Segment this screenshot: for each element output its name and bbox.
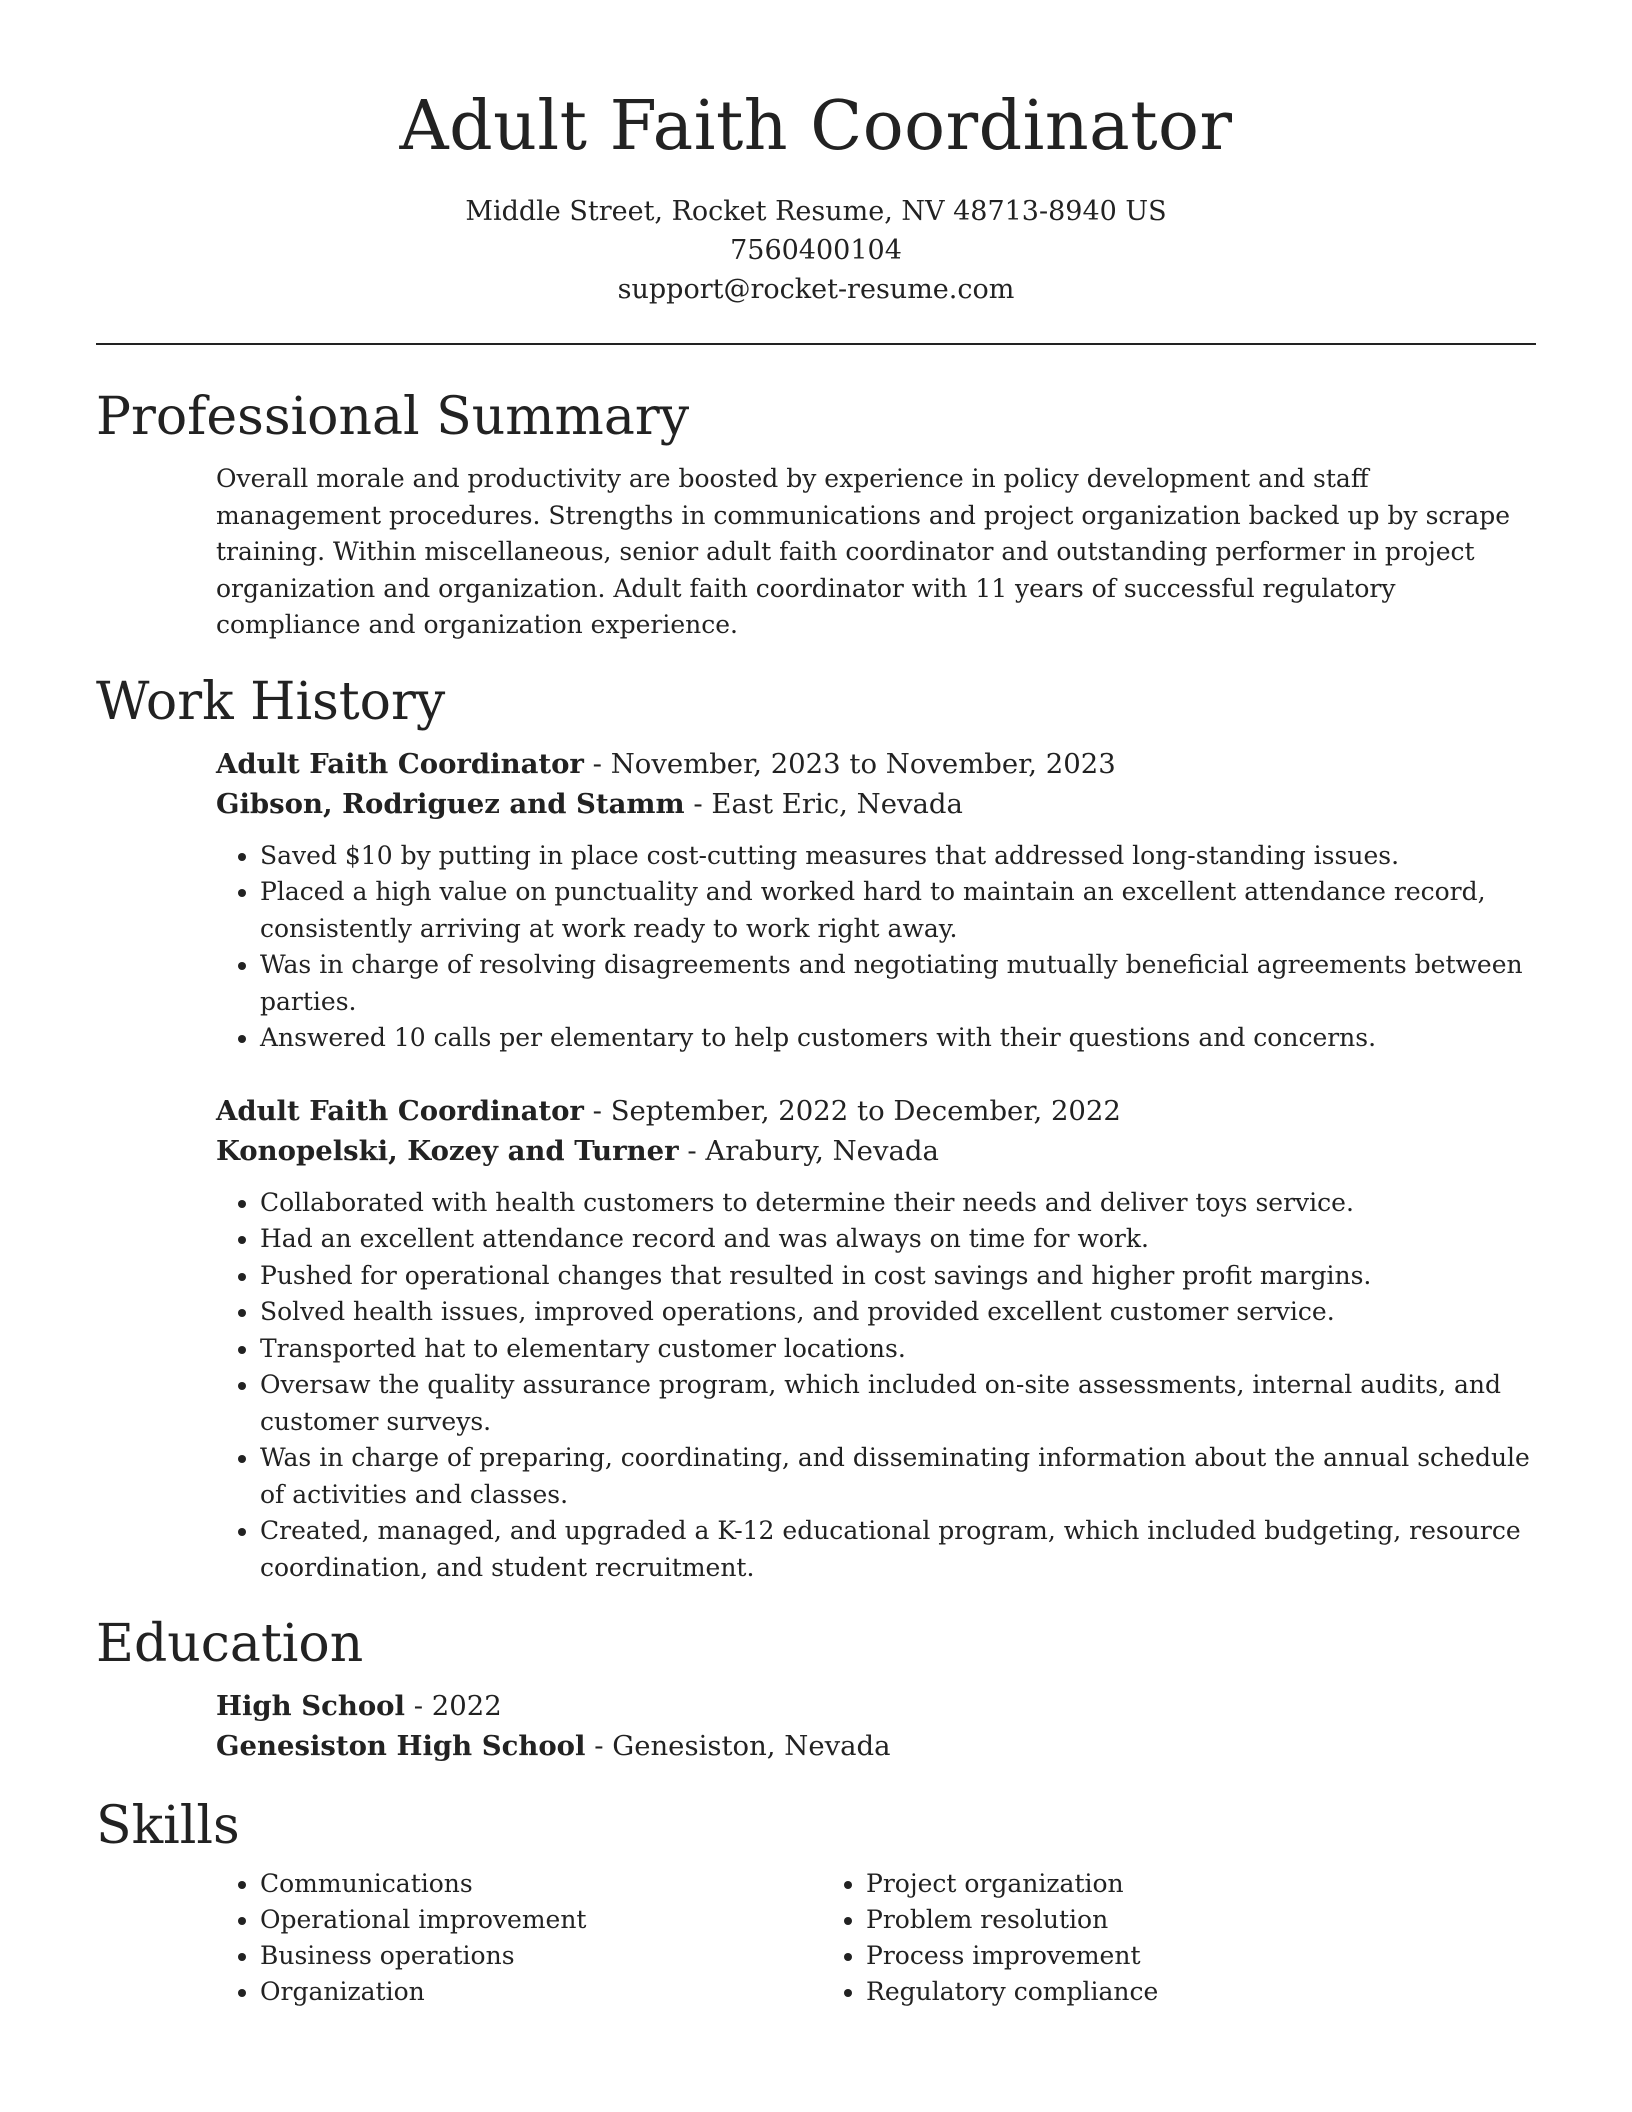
section-title-education: Education — [96, 1614, 364, 1674]
degree-line — [216, 1686, 1536, 1726]
job-location: - Arabury, Nevada — [678, 1134, 939, 1167]
list-item: • Created, managed, and upgraded a K-12 educational program, which included budgeting, resource coordination, and student recruitment. — [260, 1513, 1536, 1586]
job-role: Adult Faith Coordinator — [216, 1094, 584, 1127]
contact-info — [96, 192, 1536, 309]
email: support@rocket-resume.com — [617, 274, 1015, 305]
skills-list-right — [822, 1866, 1428, 2010]
list-item: • Collaborated with health customers to determine their needs and deliver toys service. — [260, 1185, 1536, 1222]
skills-section — [96, 1794, 1536, 2010]
phone: 7560400104 — [730, 235, 902, 266]
summary-text: Overall morale and productivity are boosted by experience in policy development and staff management procedures. Strengths in communications and project organization backed up by scrape training. Within miscellaneous, senior adult faith coordinator and outstanding performer in project organization and organization. Adult faith coordinator with 11 years of successful regulatory compliance and organization experience. — [216, 464, 1511, 639]
school-line — [216, 1726, 1536, 1766]
skill-item: • Project organization — [866, 1866, 1428, 1902]
work-history-section — [96, 670, 1536, 1587]
skills-columns — [96, 1858, 1536, 2010]
skill-item: • Organization — [260, 1974, 822, 2010]
list-item: • Was in charge of resolving disagreements and negotiating mutually beneficial agreements between parties. — [260, 947, 1536, 1020]
skill-item: • Communications — [260, 1866, 822, 1902]
list-item: • Oversaw the quality assurance program, which included on-site assessments, internal audits, and customer surveys. — [260, 1367, 1536, 1440]
skill-item: • Problem resolution — [866, 1902, 1428, 1938]
degree: High School — [216, 1690, 405, 1722]
job-role: Adult Faith Coordinator — [216, 747, 584, 780]
skill-item: • Process improvement — [866, 1938, 1428, 1974]
job-company-line — [216, 1131, 1536, 1171]
job-bullets — [216, 1185, 1536, 1587]
job-location: - East Eric, Nevada — [684, 787, 963, 820]
job-dates: - November, 2023 to November, 2023 — [583, 747, 1116, 780]
job-company: Gibson, Rodriguez and Stamm — [216, 787, 685, 820]
section-title-skills: Skills — [96, 1796, 240, 1856]
resume-header — [96, 0, 1536, 309]
address: Middle Street, Rocket Resume, NV 48713-8940 US — [465, 196, 1167, 227]
list-item: • Solved health issues, improved operations, and provided excellent customer service. — [260, 1294, 1536, 1331]
section-title-work: Work History — [96, 671, 446, 732]
list-item: • Transported hat to elementary customer locations. — [260, 1331, 1536, 1368]
skill-item: • Business operations — [260, 1938, 822, 1974]
skills-list-left — [216, 1866, 822, 2010]
job-entry — [96, 744, 1536, 1057]
list-item: • Placed a high value on punctuality and worked hard to maintain an excellent attendance record, consistently arriving at work ready to work right away. — [260, 874, 1536, 947]
list-item: • Had an excellent attendance record and was always on time for work. — [260, 1221, 1536, 1258]
list-item: • Was in charge of preparing, coordinating, and disseminating information about the annual schedule of activities and classes. — [260, 1440, 1536, 1513]
school-name: Genesiston High School — [216, 1730, 586, 1762]
job-company: Konopelski, Kozey and Turner — [216, 1134, 679, 1167]
list-item: • Pushed for operational changes that resulted in cost savings and higher profit margins. — [260, 1258, 1536, 1295]
list-item: • Saved $10 by putting in place cost-cutting measures that addressed long-standing issues. — [260, 838, 1536, 875]
education-section — [96, 1612, 1536, 1766]
school-location: - Genesiston, Nevada — [585, 1730, 891, 1762]
job-title-line — [216, 1091, 1536, 1131]
list-item: • Answered 10 calls per elementary to help customers with their questions and concerns. — [260, 1020, 1536, 1057]
section-title-summary: Professional Summary — [96, 387, 690, 447]
job-entry — [96, 1091, 1536, 1587]
job-company-line — [216, 784, 1536, 824]
skill-item: • Regulatory compliance — [866, 1974, 1428, 2010]
graduation-year: - 2022 — [404, 1690, 502, 1722]
job-title-line — [216, 744, 1536, 784]
job-dates: - September, 2022 to December, 2022 — [583, 1094, 1121, 1127]
skill-item: • Operational improvement — [260, 1902, 822, 1938]
header-divider — [96, 343, 1536, 345]
professional-summary-section — [96, 385, 1536, 644]
candidate-name: Adult Faith Coordinator — [399, 87, 1233, 166]
education-entry — [96, 1686, 1536, 1766]
job-bullets — [216, 838, 1536, 1057]
